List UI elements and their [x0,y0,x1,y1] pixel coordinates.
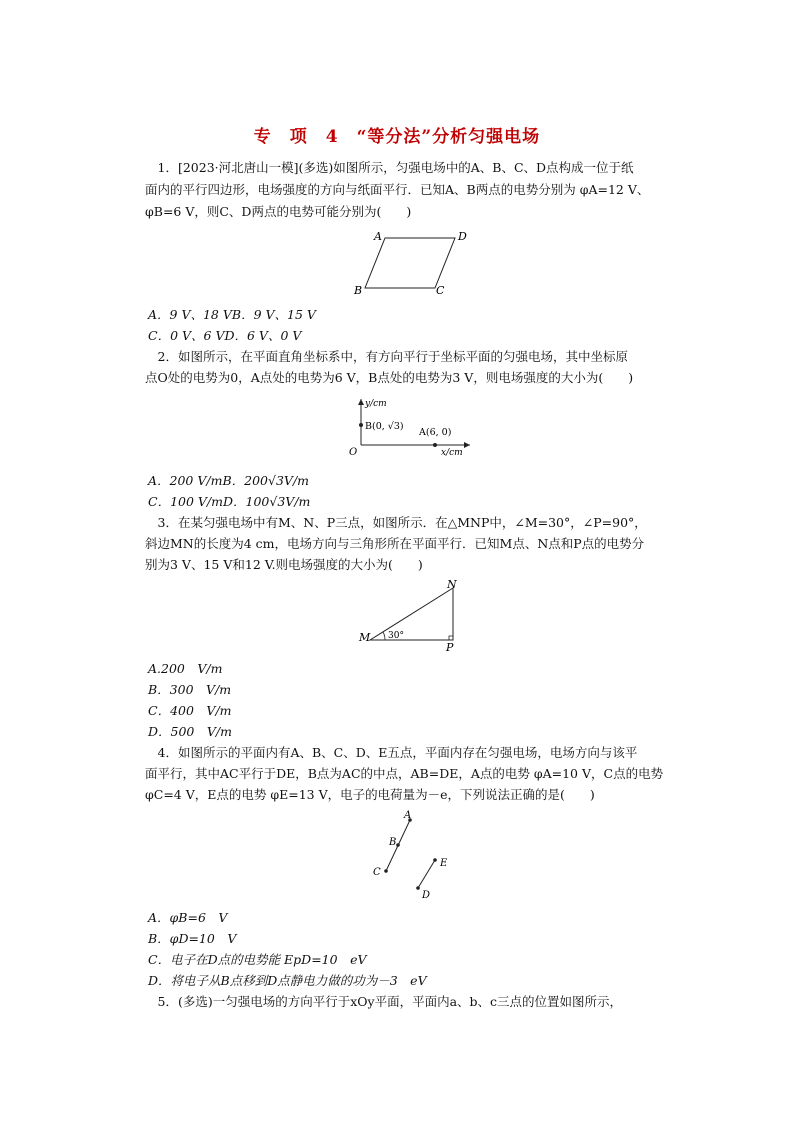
q3-line-2: 斜边MN的长度为4 cm，电场方向与三角形所在平面平行．已知M点、N点和P点的电势分 [145,536,645,551]
q3-line-3: 别为3 V、15 V和12 V.则电场强度的大小为( ) [145,557,423,572]
q1-label-c: C [436,284,445,297]
q4-label-b: B [389,837,397,848]
q4-points-figure [368,808,458,903]
q3-option-a: A.200 V/m [148,661,223,676]
q4-line-2: 面平行，其中AC平行于DE，B点为AC的中点，AB=DE，A点的电势 φA=10 V，C点的电势 [145,766,664,781]
q5-line-1: 5．(多选)一匀强电场的方向平行于xOy平面，平面内a、b、c三点的位置如图所示， [145,994,623,1009]
q3-triangle-figure [355,578,465,653]
q2-origin-label: O [349,447,358,458]
q4-line-3: φC=4 V，E点的电势 φE=13 V，电子的电荷量为－e，下列说法正确的是( ) [145,787,595,802]
q4-option-b: B．φD=10 V [148,931,237,946]
q3-option-b: B．300 V/m [148,682,232,697]
q2-point-a-label: A(6, 0) [419,427,452,438]
q2-line-1: 2．如图所示，在平面直角坐标系中，有方向平行于坐标平面的匀强电场，其中坐标原 [145,349,628,364]
q3-option-c: C．400 V/m [148,703,232,718]
q3-label-n: N [447,578,457,591]
q1-options-ab: A．9 V、18 VB．9 V、15 V [148,307,316,322]
q3-line-1: 3．在某匀强电场中有M、N、P三点，如图所示．在△MNP中，∠M=30°，∠P=90°， [145,515,647,530]
q3-option-d: D．500 V/m [148,724,232,739]
q4-option-d: D．将电子从B点移到D点静电力做的功为－3 eV [148,973,427,988]
q3-label-m: M [359,631,371,644]
q2-point-b-label: B(0, √3) [365,421,404,432]
q2-x-axis-label: x/cm [441,448,463,458]
q3-label-p: P [446,641,454,653]
q4-label-d: D [422,890,431,901]
q2-coordinate-figure [345,395,475,460]
q2-options-cd: C．100 V/mD．100√3V/m [148,494,311,509]
q1-label-d: D [458,230,467,243]
q2-line-2: 点O处的电势为0，A点处的电势为6 V，B点处的电势为3 V，则电场强度的大小为( ) [145,370,634,385]
q1-parallelogram-figure [350,228,480,300]
q1-label-b: B [354,284,363,297]
q1-line-3: φB=6 V，则C、D两点的电势可能分别为( ) [145,204,412,219]
q1-line-1: 1．[2023·河北唐山一模](多选)如图所示，匀强电场中的A、B、C、D点构成一位于纸 [145,160,634,175]
q4-option-c: C．电子在D点的电势能 EpD=10 eV [148,952,367,967]
q4-option-a: A．φB=6 V [148,910,228,925]
q1-options-cd: C．0 V、6 VD．6 V、0 V [148,328,302,343]
q4-line-1: 4．如图所示的平面内有A、B、C、D、E五点，平面内存在匀强电场，电场方向与该平 [145,745,638,760]
q2-y-axis-label: y/cm [365,399,387,409]
page-title: 专 项 4 “等分法”分析匀强电场 [253,127,541,147]
q4-label-c: C [373,867,381,878]
q4-label-e: E [440,858,448,869]
q1-line-2: 面内的平行四边形，电场强度的方向与纸面平行．已知A、B两点的电势分别为 φA=12 V、 [145,182,650,197]
q1-label-a: A [374,230,382,243]
q4-label-a: A [404,810,412,821]
q2-options-ab: A．200 V/mB．200√3V/m [148,473,310,488]
q3-angle-label: 30° [388,631,404,641]
